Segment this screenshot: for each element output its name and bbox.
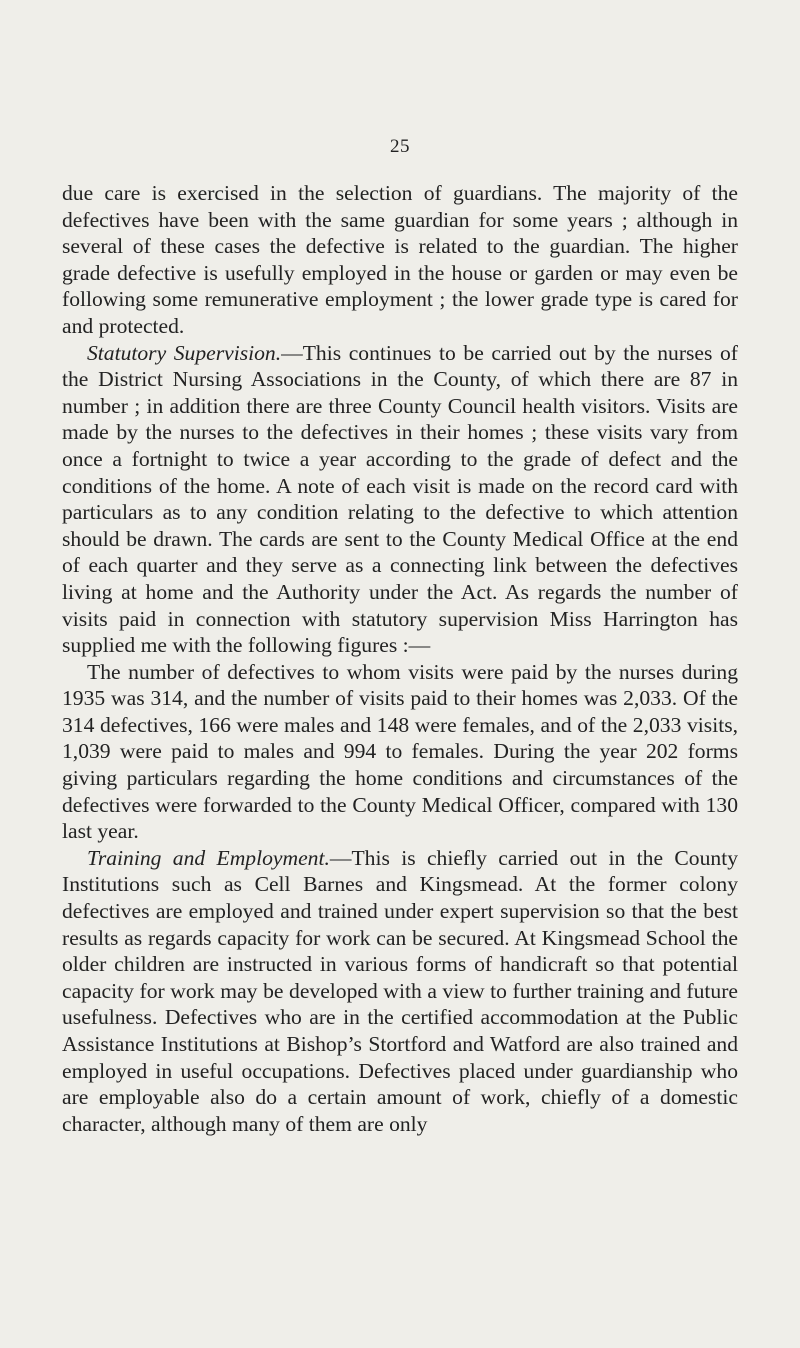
- paragraph-continuation: [62, 180, 738, 340]
- paragraph-training-employment: [62, 845, 738, 1138]
- body-text: [62, 180, 738, 1137]
- section-heading: Training and Employment.: [87, 845, 330, 870]
- paragraph-text: The number of defectives to whom visits were paid by the nurses during 1935 was 314, and the number of visits paid to their homes was 2,033. Of the 314 defectives, 166 were males and 148 were females, and of the 2,033 visits, 1,039 were paid to males and 994 to females. During the year 202 forms giving particulars regarding the home conditions and circumstances of the defectives were forwarded to the County Medical Officer, compared with 130 last year.: [62, 659, 738, 844]
- paragraph-statutory-supervision: [62, 340, 738, 659]
- paragraph-text: due care is exercised in the selection of guardians. The majority of the defectives have been with the same guardian for some years ; although in several of these cases the defective is related to the guardian. The higher grade defective is usefully employed in the house or garden or may even be following some remunerative employment ; the lower grade type is cared for and protected.: [62, 181, 738, 338]
- section-heading: Statutory Supervision.: [87, 340, 282, 365]
- page-number: 25: [390, 136, 410, 157]
- paragraph-visit-figures: [62, 659, 738, 845]
- paragraph-text: —This continues to be carried out by the nurses of the District Nursing Associations in the County, of which there are 87 in number ; in addition there are three County Council health visitors. Visits are made by the nurses to the defectives in their homes ; these visits vary from once a fortnight to twice a year according to the grade of defect and the conditions of the home. A note of each visit is made on the record card with particulars as to any condition relating to the defective to which attention should be drawn. The cards are sent to the County Medical Office at the end of each quarter and they serve as a connecting link between the defectives living at home and the Authority under the Act. As regards the number of visits paid in connection with statutory supervision Miss Harrington has supplied me with the following figures :—: [62, 340, 738, 658]
- paragraph-text: —This is chiefly carried out in the County Institutions such as Cell Barnes and Kingsmead. At the former colony defectives are employed and trained under expert supervision so that the best results as regards capacity for work can be secured. At Kingsmead School the older children are instructed in various forms of handicraft so that potential capacity for work may be developed with a view to further training and future usefulness. Defectives who are in the certified accommodation at the Public Assistance Institutions at Bishop’s Stortford and Watford are also trained and employed in useful occupations. Defectives placed under guardianship who are employable also do a certain amount of work, chiefly of a domestic character, although many of them are only: [62, 845, 738, 1136]
